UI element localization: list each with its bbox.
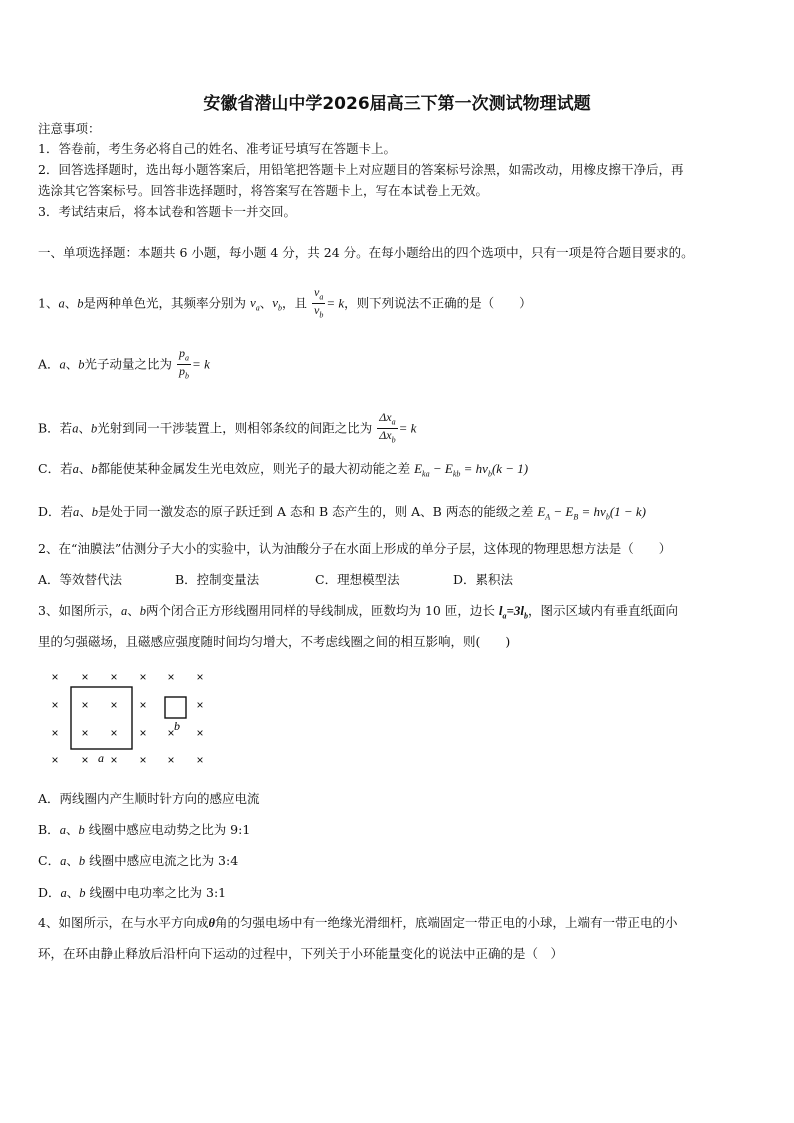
- svg-text:×: ×: [81, 753, 89, 767]
- page-title: 安徽省潜山中学2026届高三下第一次测试物理试题: [203, 94, 591, 114]
- svg-text:×: ×: [51, 726, 59, 740]
- question-4-stem-line2: 环，在环由静止释放后沿杆向下运动的过程中，下列关于小环能量变化的说法中正确的是（ ）: [38, 946, 564, 961]
- svg-text:×: ×: [110, 670, 118, 684]
- question-4-stem-line1: 4、如图所示，在与水平方向成θ角的匀强电场中有一绝缘光滑细杆，底端固定一带正电的小球，上端有一带正电的小: [38, 915, 678, 930]
- svg-text:×: ×: [196, 753, 204, 767]
- question-3-option-b: B．a、b 线圈中感应电动势之比为 9:1: [38, 822, 251, 837]
- question-2-option-b: B．控制变量法: [175, 572, 260, 587]
- notice-item: 2．回答选择题时，选出每小题答案后，用铅笔把答题卡上对应题目的答案标号涂黑，如需改动，用橡皮擦干净后，再: [38, 162, 684, 177]
- notice-item: 1．答卷前，考生务必将自己的姓名、准考证号填写在答题卡上。: [38, 141, 396, 156]
- question-2-option-a: A．等效替代法: [38, 572, 123, 587]
- coil-diagram: [40, 664, 220, 774]
- question-3-option-d: D．a、b 线圈中电功率之比为 3:1: [38, 885, 227, 900]
- coil-a-label: a: [98, 751, 104, 765]
- svg-text:×: ×: [196, 670, 204, 684]
- svg-text:×: ×: [139, 698, 147, 712]
- svg-text:×: ×: [110, 753, 118, 767]
- coil-a: [71, 687, 132, 749]
- question-1-option-c: C．若a、b都能使某种金属发生光电效应，则光子的最大初动能之差 $E_{ka} - E_{kb} = h\nu_b(k - 1)$: [38, 461, 529, 479]
- svg-text:×: ×: [139, 670, 147, 684]
- notice-item: 选涂其它答案标号。回答非选择题时，将答案写在答题卡上，写在本试卷上无效。: [38, 183, 489, 198]
- svg-text:×: ×: [110, 698, 118, 712]
- question-1-stem: 1、a、b是两种单色光，其频率分别为 $\nu_a$、$\nu_b$，且 $\frac{\nu_a}{\nu_b}$ = k，则下列说法不正确的是（ ）: [38, 285, 532, 320]
- notice-heading: 注意事项：: [38, 121, 101, 136]
- question-1-option-a: A．a、b光子动量之比为 $\frac{p_a}{p_b}$ = k: [38, 346, 210, 381]
- question-2-stem: 2、在“油膜法”估测分子大小的实验中，认为油酸分子在水面上形成的单分子层，这体现的物理思想方法是（ ）: [38, 541, 672, 556]
- svg-text:×: ×: [81, 670, 89, 684]
- svg-text:×: ×: [167, 753, 175, 767]
- svg-text:×: ×: [167, 670, 175, 684]
- svg-text:×: ×: [51, 753, 59, 767]
- question-3-stem-line1: 3、如图所示，a、b两个闭合正方形线圈用同样的导线制成，匝数均为 10 匝，边长 $l_a=3l_b$，图示区域内有垂直纸面向: [38, 603, 678, 621]
- question-3-option-a: A．两线圈内产生顺时针方向的感应电流: [38, 791, 260, 806]
- question-3-stem-line2: 里的匀强磁场，且磁感应强度随时间均匀增大，不考虑线圈之间的相互影响，则( ): [38, 634, 511, 649]
- question-2-option-c: C．理想模型法: [315, 572, 400, 587]
- question-2-option-d: D．累积法: [453, 572, 514, 587]
- question-1-option-b: B．若a、b光射到同一干涉装置上，则相邻条纹的间距之比为 $\frac{\Delta x_a}{\Delta x_b}$ = k: [38, 410, 417, 445]
- svg-text:×: ×: [139, 753, 147, 767]
- section-heading: 一、单项选择题：本题共 6 小题，每小题 4 分，共 24 分。在每小题给出的四个选项中，只有一项是符合题目要求的。: [38, 245, 694, 260]
- magnetic-field-figure: [40, 664, 220, 774]
- question-1-option-d: D．若a、b是处于同一激发态的原子跃迁到 A 态和 B 态产生的，则 A、B 两态的能级之差 $E_A - E_B = h\nu_b(1 - k)$: [38, 504, 647, 522]
- svg-text:×: ×: [196, 726, 204, 740]
- svg-text:×: ×: [81, 726, 89, 740]
- svg-text:×: ×: [139, 726, 147, 740]
- svg-text:×: ×: [196, 698, 204, 712]
- notice-item: 3．考试结束后，将本试卷和答题卡一并交回。: [38, 204, 296, 219]
- svg-text:×: ×: [110, 726, 118, 740]
- question-3-option-c: C．a、b 线圈中感应电流之比为 3:4: [38, 853, 239, 868]
- svg-text:×: ×: [81, 698, 89, 712]
- svg-text:×: ×: [51, 670, 59, 684]
- svg-text:×: ×: [167, 726, 175, 740]
- coil-b: [165, 697, 186, 718]
- svg-text:×: ×: [51, 698, 59, 712]
- coil-b-label: b: [174, 719, 180, 733]
